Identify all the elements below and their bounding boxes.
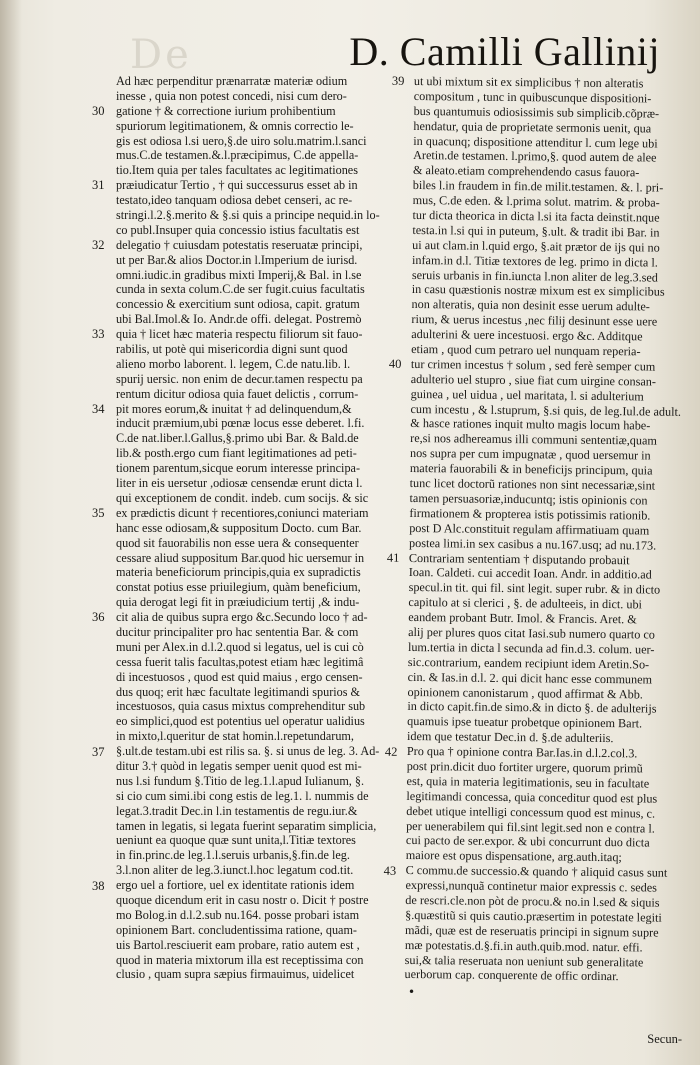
text-line: alieno morbo laborent. l. legem, C.de natu.lib. l.	[116, 356, 351, 371]
text-line: liter in eis uersetur ,odiosæ censendæ erunt dicta l.	[116, 476, 363, 491]
text-line: ut per Bar.& alios Doctor.in l.Imperium de iurisd.	[116, 252, 358, 267]
text-line: delegatio † cuiusdam potestatis reseruatæ principi,	[116, 237, 363, 252]
text-line: hanc esse odiosam,& suppositum Docto. cum Bar.	[116, 520, 362, 535]
text-line: infam.in d.l. Titiæ textores de leg. primo in dicta l.	[411, 252, 658, 270]
text-line: cunda in sexta colum.C.de ser fugit.cuius facultatis	[116, 282, 365, 297]
text-line: quia † licet hæc materia respectu filiorum sit fauo-	[116, 327, 363, 342]
gutter-shadow	[0, 0, 22, 1065]
text-line: re,si nos adhereamus illi communi sententiæ,quam	[410, 431, 657, 448]
text-line: spuriorum legitimationem, & omnis correctio le-	[116, 118, 354, 133]
text-line: opinionem Bart. concludentissima ratione, quam-	[116, 922, 357, 937]
text-line: non alteratis, quia non desinit esse uerum adulte-	[411, 297, 650, 314]
text-line: ueniunt ea quoque quæ sunt unita,l.Titiæ textores	[116, 833, 356, 848]
margin-note-number: 38	[92, 878, 105, 893]
text-line: cin. & Ias.in d.l. 2. qui dicit hanc esse communem	[407, 669, 653, 687]
text-line: mæ potestatis.d.§.fi.in auth.quib.mod. natur. effi.	[404, 937, 643, 955]
text-line: cessa fuerit talis facultas,potest etiam hæc legitimâ	[116, 654, 364, 669]
text-line: inducit præmium,ubi pœnæ locus esse deberet. l.fi.	[116, 416, 365, 431]
text-line: de rescri.cle.non pòt de procu.& no.in l.sed & siquis	[405, 892, 660, 910]
text-line: firmationem & propterea istis potissimis rationib.	[409, 505, 651, 523]
text-line: alij per plures quos citat Iasi.sub numero quarto co	[408, 624, 655, 642]
margin-note-number: 34	[92, 401, 105, 416]
text-line: sui,& talia reseruata non ueniunt sub generalitate	[404, 952, 644, 969]
text-line: etiam , quod cum petraro uel nunquam reperia-	[411, 342, 641, 359]
text-line: cui pacto de ser.expor. & ubi concurrunt duo dicta	[405, 833, 650, 850]
text-line: & aleato.etiam comprehendendo casus fauora-	[412, 163, 640, 180]
text-line: rabilis, ut potè qui misericordia digni sunt quod	[116, 342, 348, 357]
text-line: seruis urbanis in fin.iuncta l.non aliter de leg.3.sed	[411, 267, 659, 285]
text-line: in quacunq; dispositione attenditur l. cum lege ubi	[413, 133, 658, 151]
margin-note-number: 35	[92, 506, 105, 521]
text-line: §.quæstitũ si quis cautio.præsertim in potestate legiti	[405, 907, 662, 925]
text-line: qui exceptionem de condit. indeb. cum socijs. & sic	[116, 490, 369, 505]
text-line: in dicto capit.fin.de simo.& in dicto §. de adulterijs	[407, 699, 657, 716]
text-line: post prin.dicit duo fortiter urgere, quorum primũ	[406, 758, 643, 776]
text-line: lib.& posth.ergo cum fiant legitimationes ad peti-	[116, 446, 357, 461]
text-line: tur crimen incestus † solum , sed ferè semper cum	[410, 356, 656, 374]
text-line: cit alia de quibus supra ergo &c.Secundo loco † ad-	[116, 610, 368, 625]
text-line: di incestuosos , quod est quid maius , ergo censen-	[116, 669, 363, 684]
text-line: & hasce rationes inquit multo magis locum habe-	[410, 416, 651, 433]
text-line: dus quoq; erit hæc facultate legitimandi spurios &	[116, 684, 361, 699]
text-line: C commu.de successio.& quando † aliquid casus sunt	[405, 863, 668, 880]
left-text-column	[92, 74, 406, 982]
margin-note-number: 33	[92, 327, 105, 342]
text-line: biles l.in fraudem in fin.de milit.testamen. &. l. pri-	[412, 178, 664, 195]
text-line: ut ubi mixtum sit ex simplicibus † non alteratis	[413, 74, 644, 91]
text-line: cessare aliud suppositum Bar.quod hic uersemur in	[116, 550, 365, 565]
text-line: gis est odiosa l.si uero,§.de uiro solu.matrim.l.sanci	[116, 133, 367, 148]
text-line: ex prædictis dicunt † recentiores,coniunci materiam	[116, 505, 369, 520]
text-line: incestuosos, quia casus mixtus comprehenditur sub	[116, 699, 366, 714]
text-line: 3.l.non aliter de leg.3.iunct.l.hoc legatum cod.tit.	[116, 863, 354, 878]
page-header	[90, 18, 670, 78]
text-line: mus.C.de testamen.&.l.præcipimus, C.de appella-	[116, 148, 359, 163]
margin-note-number: 37	[92, 744, 105, 759]
text-line: mo Bolog.in d.l.2.sub nu.164. posse probari istam	[116, 907, 360, 922]
text-line: quamuis ipse tueatur probetque opinionem Bart.	[407, 714, 643, 731]
text-line: nus l.si fundum §.Titio de leg.1.l.apud Iulianum, §.	[116, 773, 365, 788]
text-line: capitulo at si clerici , §. de adulteeis, in dict. ubi	[408, 595, 643, 612]
text-line: tur dicta theorica in dicta l.si ita facta deinstit.nque	[412, 208, 660, 225]
text-line: gatione † & correctione iurium prohibentium	[116, 103, 336, 118]
margin-note-number: 39	[391, 73, 405, 88]
text-line: maiore est opus dispensatione, arg.auth.itaq;	[405, 848, 622, 865]
text-line: tionem parentum,sicque eorum interesse principa-	[116, 461, 361, 476]
text-line: constat potius esse priuilegium, quàm beneficium,	[116, 580, 361, 595]
text-line: ditur 3.† quòd in legatis semper uenit quod est mi-	[116, 758, 362, 773]
text-line: ui aut clam.in l.quid ergo, §.ait prætor de ijs qui no	[412, 237, 660, 255]
text-line: uis Bartol.resciuerit eam probare, ratio autem est ,	[116, 937, 360, 952]
text-line: opinionem canonistarum , quod affirmat & Abb.	[407, 684, 643, 701]
margin-note-number: 31	[92, 178, 105, 193]
text-line: §.ult.de testam.ubi est rilis sa. §. si unus de leg. 3. Ad-	[116, 744, 380, 759]
margin-note-number: 36	[92, 610, 105, 625]
text-line: rentum dicitur odiosa quia fauet delictis , corrum-	[116, 386, 359, 401]
text-line: quia derogat legi fit in præiudicium tertij ,& indu-	[116, 595, 360, 610]
text-line: materia beneficiorum principis,quia ex supradictis	[116, 565, 361, 580]
text-line: Pro qua † opinione contra Bar.Ias.in d.l.2.col.3.	[406, 744, 638, 761]
text-line: concessio & exercitium sunt odiosa, capit. gratum	[116, 297, 360, 312]
text-line: expressi,nunquã continetur maior expressis c. sedes	[405, 878, 658, 895]
text-line: bus quantumuis odiosissimis sub simplicib.cõpræ-	[413, 103, 660, 121]
text-line: eandem probant Butr. Imol. & Francis. Aret. &	[408, 610, 637, 627]
text-line: post D Alc.constituit regulam affirmatiuam quam	[409, 520, 650, 538]
running-head: D. Camilli Gallinij	[349, 29, 660, 74]
text-line: mãdi, quæ est de reseruatis principi in signum supre	[404, 922, 659, 940]
text-line: adulterini & uere incestuosi. ergo &c. Additque	[411, 327, 643, 344]
margin-note-number: 42	[384, 744, 398, 759]
text-line: tio.Item quia per tales facultates ac legitimationes	[116, 163, 358, 178]
text-line: tunc licet doctorũ rationes non sint necessariæ,sint	[409, 476, 656, 493]
text-line: postea limi.in sex casibus a nu.167.usq; ad nu.173.	[409, 535, 657, 553]
text-line: lum.tertia in dicta l secunda ad fin.d.3. colum. uer-	[407, 639, 655, 657]
text-line: pit mores eorum,& inuitat † ad delinquendum,&	[116, 401, 352, 416]
text-line: Ioan. Caldeti. cui accedit Ioan. Andr. in additio.ad	[408, 565, 652, 582]
text-line: adulterio uel stupro , siue fiat cum uirgine consan-	[410, 371, 657, 389]
text-line: C.de nat.liber.l.Gallus,§.primo ubi Bar. & Bald.de	[116, 431, 359, 446]
text-line: spurij uersic. non enim de decur.tamen respectu pa	[116, 371, 363, 386]
catchword: Secun-	[647, 1032, 682, 1046]
text-line: omni.iudic.in gradibus mixti Imperij,& Bal. in l.se	[116, 267, 362, 282]
text-line: co publ.Insuper quia concessio istius facultatis est	[116, 222, 360, 237]
text-line: est, quia in materia legitimationis, seu in facultate	[406, 773, 650, 791]
text-line: si cio cum simi.ibi cong estis de leg.1. l. nummis de	[116, 788, 369, 803]
text-line: Contrariam sententiam † disputando probauit	[408, 550, 630, 567]
text-line: tamen in legatis, si legata fuerint separatim simplicia,	[116, 818, 377, 833]
text-line: idem que testatur Dec.in d. §.de adulteriis.	[406, 729, 614, 746]
text-line: testa.in l.si qui in puteum, §.ult. & tradit ibi Bar. in	[412, 222, 660, 240]
text-line: compositum , tunc in quibuscunque dispositioni-	[413, 88, 652, 106]
text-line: ergo uel a fortiore, uel ex identitate rationis idem	[116, 878, 355, 893]
margin-note-number: 30	[92, 103, 105, 118]
text-line: quod in materia mixtorum illa est receptissima con	[116, 952, 364, 967]
text-line: testato,ideo tanquam odiosa debet censeri, ac re-	[116, 193, 353, 208]
text-line: materia fauorabili & in beneficijs principum, quia	[409, 461, 653, 478]
text-line: in casu quæstionis nostræ mixum est ex simplicibus	[411, 282, 665, 300]
text-line: quod sit fauorabilis non esse uera & consequenter	[116, 535, 359, 550]
ornament-dot: •	[408, 985, 416, 999]
text-line: in fin.princ.de leg.1.l.seruis urbanis,§.fin.de leg.	[116, 848, 350, 863]
text-line: stringi.l.2.§.merito & §.si quis a principe nequid.in lo-	[116, 208, 380, 223]
text-line: muni per Alex.in d.l.2.quod si legatus, uel is cui cò	[116, 639, 364, 654]
margin-note-number: 32	[92, 237, 105, 252]
text-line: ducitur principaliter pro hac sententia Bar. & com	[116, 624, 359, 639]
text-line: debet utique intelligi concessum quod est minus, c.	[406, 803, 656, 821]
text-line: inesse , quia non potest concedi, nisi cum dero-	[116, 88, 347, 103]
text-line: in mixto,l.queritur de stat homin.l.repetundarum,	[116, 729, 354, 744]
text-line: quoque dicendum erit in casu nostr o. Dicit † postre	[116, 892, 369, 907]
margin-note-number: 41	[386, 550, 400, 565]
text-line: guinea , uel uidua , uel maritata, l. si adulterium	[410, 386, 644, 404]
text-line: legat.3.tradit Dec.in l.in testamentis de regu.iur.&	[116, 803, 358, 818]
text-line: nos supra per cum impugnatæ , quod uersemur in	[409, 446, 651, 463]
text-line: ubi Bal.Imol.& Io. Andr.de offi. delegat. Postremò	[116, 312, 362, 327]
text-line: Aretin.de testamen. l.primo,§. quod autem de alee	[413, 148, 657, 165]
bleed-through-text: De	[130, 32, 192, 78]
text-line: sic.contrarium, eandem recipiunt idem Aretin.So-	[407, 654, 650, 672]
text-line: tamen persuasoriæ,inducuntq; istis opinionis con	[409, 490, 648, 508]
text-line: specul.in tit. qui fil. sint legit. super rubr. & in dicto	[408, 580, 661, 597]
text-line: hendatur, quia de proprietate sermonis uenit, qua	[413, 118, 652, 136]
margin-note-number: 40	[388, 356, 402, 371]
text-line: Ad hæc perpenditur prænarratæ materiæ odium	[116, 74, 348, 88]
text-line: rium, & uerus incestus ,nec filij desinunt esse uere	[411, 312, 658, 329]
text-line: mus, C.de eden. & l.prima solut. matrim. & proba-	[412, 193, 660, 210]
text-line: clusio , quam supra sæpius firmauimus, uidelicet	[116, 967, 355, 982]
right-text-column	[383, 73, 689, 985]
text-line: uerborum cap. conquerente de offic ordinar.	[404, 967, 619, 984]
margin-note-number: 43	[383, 863, 397, 878]
text-line: eo simplici,quod est potentius uel operatur ualidius	[116, 714, 365, 729]
text-line: per uenerabilem qui fil.sint legit.sed non e contra l.	[406, 818, 655, 836]
text-line: præiudicatur Tertio , † qui successurus esset ab in	[116, 178, 358, 193]
text-line: legitimandi concessa, quia conceditur quod est plus	[406, 788, 658, 806]
text-line: cum incestu , & l.stuprum, §.si quis, de leg.Iul.de adult.	[410, 401, 682, 419]
